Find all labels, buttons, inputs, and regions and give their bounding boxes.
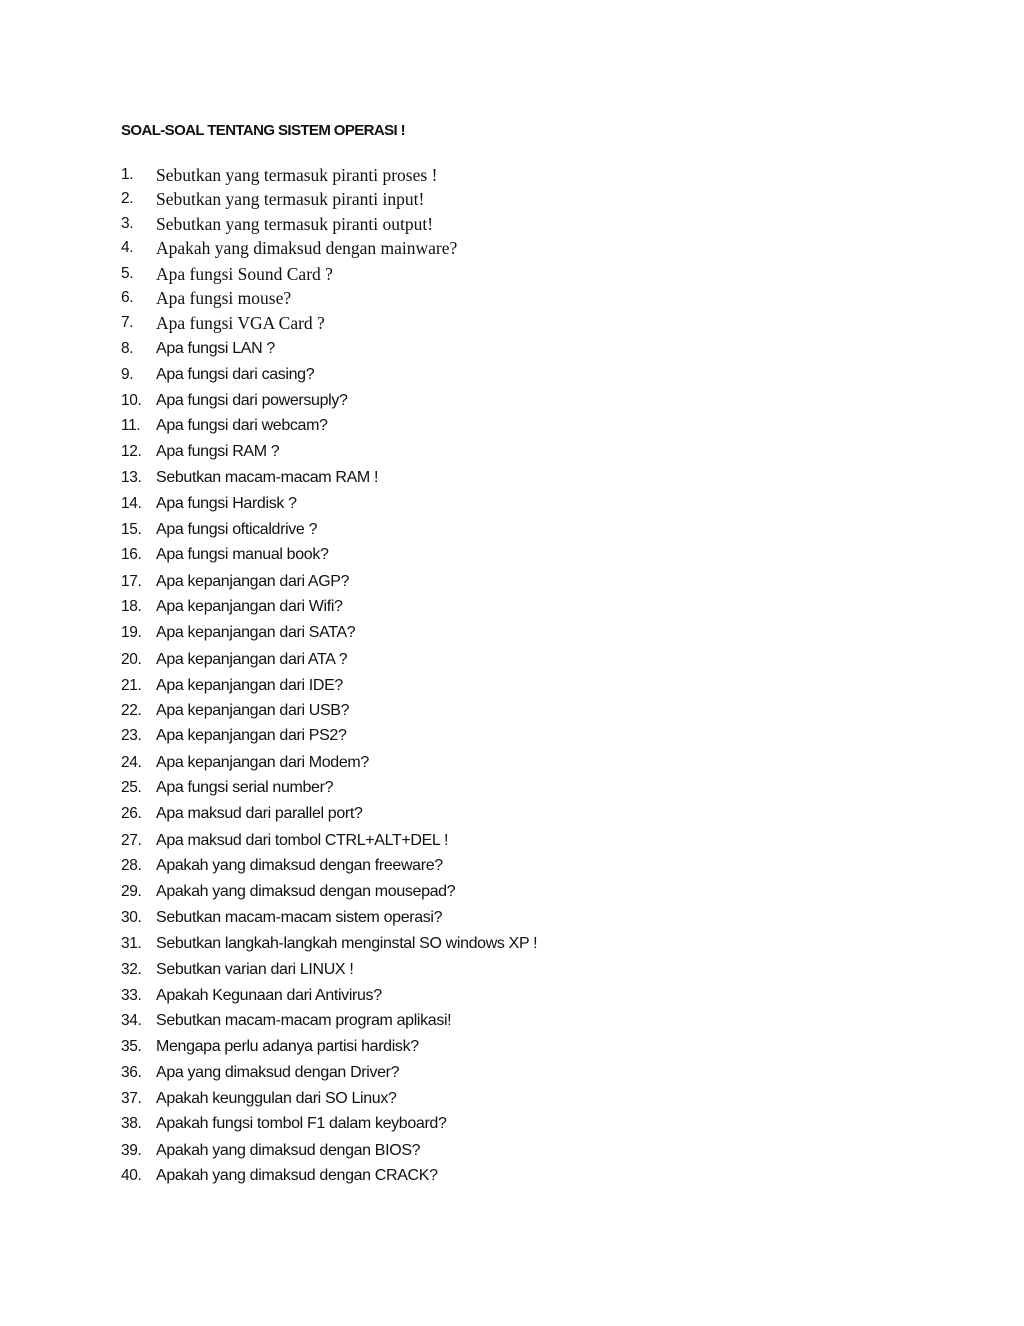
question-text: Apa kepanjangan dari USB? xyxy=(156,702,350,719)
question-item xyxy=(0,1061,900,1085)
question-text: Apa fungsi dari powersuply? xyxy=(156,392,348,409)
question-item xyxy=(0,262,900,286)
question-text: Sebutkan langkah-langkah menginstal SO windows XP ! xyxy=(156,935,538,952)
question-item xyxy=(0,466,900,490)
question-item xyxy=(0,984,900,1008)
question-number: 4. xyxy=(121,239,134,256)
question-item xyxy=(0,212,900,236)
question-text: Apa fungsi dari webcam? xyxy=(156,417,328,434)
question-item xyxy=(0,880,900,904)
question-number: 23. xyxy=(121,727,142,744)
question-text: Apakah yang dimaksud dengan mainware? xyxy=(156,238,458,258)
question-number: 6. xyxy=(121,289,134,306)
question-text: Sebutkan yang termasuk piranti proses ! xyxy=(156,165,438,185)
question-number: 35. xyxy=(121,1038,142,1055)
question-text: Apakah keunggulan dari SO Linux? xyxy=(156,1090,397,1107)
question-text: Apa fungsi mouse? xyxy=(156,288,292,308)
question-number: 22. xyxy=(121,702,142,719)
question-number: 14. xyxy=(121,495,142,512)
question-number: 7. xyxy=(121,314,134,331)
question-item xyxy=(0,595,900,619)
question-item xyxy=(0,236,900,260)
question-text: Apa fungsi Hardisk ? xyxy=(156,495,297,512)
question-text: Apa fungsi LAN ? xyxy=(156,340,275,357)
question-number: 37. xyxy=(121,1090,142,1107)
question-text: Mengapa perlu adanya partisi hardisk? xyxy=(156,1038,419,1055)
question-text: Apa fungsi dari casing? xyxy=(156,366,315,383)
question-text: Sebutkan yang termasuk piranti input! xyxy=(156,189,425,209)
question-text: Apa kepanjangan dari IDE? xyxy=(156,677,343,694)
question-text: Apakah fungsi tombol F1 dalam keyboard? xyxy=(156,1115,447,1132)
question-item xyxy=(0,621,900,645)
question-item xyxy=(0,854,900,878)
question-text: Apakah yang dimaksud dengan CRACK? xyxy=(156,1167,438,1184)
question-text: Apakah yang dimaksud dengan mousepad? xyxy=(156,883,456,900)
question-text: Apakah Kegunaan dari Antivirus? xyxy=(156,987,382,1004)
question-item xyxy=(0,492,900,516)
question-number: 10. xyxy=(121,392,142,409)
question-number: 29. xyxy=(121,883,142,900)
question-number: 3. xyxy=(121,215,134,232)
question-number: 19. xyxy=(121,624,142,641)
question-item xyxy=(0,958,900,982)
question-text: Sebutkan macam-macam RAM ! xyxy=(156,469,379,486)
question-item xyxy=(0,163,900,187)
question-item xyxy=(0,518,900,542)
question-item xyxy=(0,570,900,594)
question-number: 32. xyxy=(121,961,142,978)
question-item xyxy=(0,311,900,335)
question-text: Apa fungsi RAM ? xyxy=(156,443,280,460)
question-item xyxy=(0,1112,900,1136)
question-item xyxy=(0,337,900,361)
question-item xyxy=(0,776,900,800)
question-number: 20. xyxy=(121,651,142,668)
question-number: 34. xyxy=(121,1012,142,1029)
question-number: 39. xyxy=(121,1142,142,1159)
question-number: 8. xyxy=(121,340,134,357)
question-text: Apakah yang dimaksud dengan BIOS? xyxy=(156,1142,421,1159)
question-item xyxy=(0,1087,900,1111)
question-number: 24. xyxy=(121,754,142,771)
question-text: Sebutkan macam-macam program aplikasi! xyxy=(156,1012,452,1029)
question-item xyxy=(0,1164,900,1188)
question-item xyxy=(0,751,900,775)
question-text: Apa kepanjangan dari Wifi? xyxy=(156,598,343,615)
question-text: Apa fungsi ofticaldrive ? xyxy=(156,521,318,538)
question-number: 2. xyxy=(121,190,134,207)
question-item xyxy=(0,363,900,387)
question-number: 27. xyxy=(121,832,142,849)
question-item xyxy=(0,389,900,413)
question-item xyxy=(0,1009,900,1033)
question-text: Sebutkan macam-macam sistem operasi? xyxy=(156,909,443,926)
question-text: Apakah yang dimaksud dengan freeware? xyxy=(156,857,443,874)
question-item xyxy=(0,932,900,956)
question-item xyxy=(0,440,900,464)
question-number: 36. xyxy=(121,1064,142,1081)
question-text: Apa kepanjangan dari Modem? xyxy=(156,754,369,771)
question-text: Sebutkan varian dari LINUX ! xyxy=(156,961,354,978)
question-number: 18. xyxy=(121,598,142,615)
question-number: 31. xyxy=(121,935,142,952)
question-item xyxy=(0,543,900,567)
question-item xyxy=(0,187,900,211)
question-text: Apa kepanjangan dari PS2? xyxy=(156,727,347,744)
question-text: Apa fungsi manual book? xyxy=(156,546,329,563)
question-item xyxy=(0,829,900,853)
question-text: Apa yang dimaksud dengan Driver? xyxy=(156,1064,400,1081)
question-number: 26. xyxy=(121,805,142,822)
question-text: Apa maksud dari parallel port? xyxy=(156,805,363,822)
question-number: 15. xyxy=(121,521,142,538)
document-title: SOAL-SOAL TENTANG SISTEM OPERASI ! xyxy=(121,122,406,139)
question-text: Apa kepanjangan dari AGP? xyxy=(156,573,350,590)
question-number: 5. xyxy=(121,265,134,282)
question-number: 38. xyxy=(121,1115,142,1132)
question-number: 40. xyxy=(121,1167,142,1184)
question-number: 33. xyxy=(121,987,142,1004)
question-text: Apa kepanjangan dari ATA ? xyxy=(156,651,348,668)
question-item xyxy=(0,414,900,438)
question-item xyxy=(0,1035,900,1059)
question-text: Apa fungsi Sound Card ? xyxy=(156,264,333,284)
question-number: 30. xyxy=(121,909,142,926)
question-text: Apa kepanjangan dari SATA? xyxy=(156,624,356,641)
question-number: 16. xyxy=(121,546,142,563)
question-number: 1. xyxy=(121,166,134,183)
question-number: 25. xyxy=(121,779,142,796)
question-text: Apa maksud dari tombol CTRL+ALT+DEL ! xyxy=(156,832,449,849)
question-text: Sebutkan yang termasuk piranti output! xyxy=(156,214,434,234)
question-number: 12. xyxy=(121,443,142,460)
question-item xyxy=(0,724,900,748)
question-item xyxy=(0,699,900,723)
question-number: 11. xyxy=(121,417,141,434)
question-number: 28. xyxy=(121,857,142,874)
question-text: Apa fungsi VGA Card ? xyxy=(156,313,325,333)
question-number: 9. xyxy=(121,366,134,383)
question-item xyxy=(0,906,900,930)
question-item xyxy=(0,648,900,672)
question-item xyxy=(0,1139,900,1163)
question-number: 13. xyxy=(121,469,142,486)
question-item xyxy=(0,286,900,310)
question-item xyxy=(0,802,900,826)
question-text: Apa fungsi serial number? xyxy=(156,779,334,796)
question-number: 17. xyxy=(121,573,142,590)
question-item xyxy=(0,674,900,698)
question-number: 21. xyxy=(121,677,142,694)
